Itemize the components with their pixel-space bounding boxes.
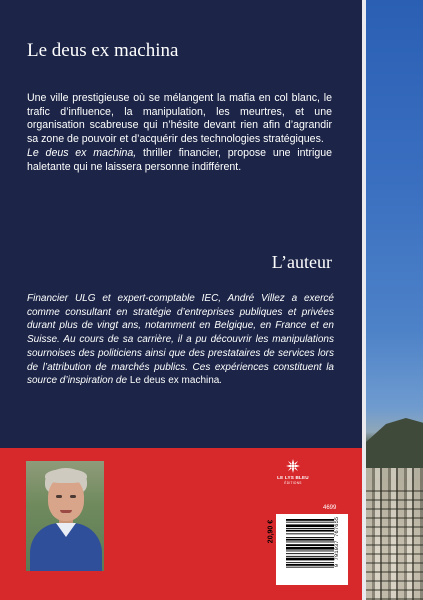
publisher-subtitle: ÉDITIONS xyxy=(284,481,302,485)
synopsis-paragraph-2 xyxy=(27,147,332,174)
publisher-name: LE LYS BLEU xyxy=(277,475,309,480)
author-bio-end: . xyxy=(219,375,223,387)
author-bio xyxy=(27,292,334,388)
lily-flower-icon xyxy=(285,458,301,474)
synopsis-paragraph-2-text: thriller financier, propose une intrigue haletante qui ne laissera personne indifférent. xyxy=(27,146,332,173)
author-bio-text: Financier ULG et expert-comptable IEC, André Villez a exercé comme consultant en stratégie d’entreprises publiques et privées durant plus de vingt ans, notamment en Belgique, en France et en Suisse. Au cours de sa carrière, il a pu découvrir les manipulations sournoises des politiciens ainsi que des prestataires de services lors de l’attribution de marchés publics. Ces expériences constituent la source d’inspiration de xyxy=(27,293,334,387)
front-cover-edge xyxy=(366,0,423,600)
product-code: 4699 xyxy=(323,505,337,511)
author-bio-book-title: Le deus ex machina xyxy=(129,375,220,387)
publisher-logo xyxy=(278,458,308,485)
price-label: 20,90 € xyxy=(267,519,275,544)
isbn-number: 9 791037 767655 xyxy=(333,516,340,568)
synopsis xyxy=(27,92,332,174)
barcode-icon xyxy=(286,518,334,582)
synopsis-title-italic: Le deus ex machina, xyxy=(27,146,137,159)
synopsis-paragraph-1: Une ville prestigieuse où se mélangent la mafia en col blanc, le trafic d’influence, la manipulation, les meurtres, et une organisation scabreuse qui n’hésite devant rien afin d’agrandir sa zone de pouvoir et d’acquérir des technologies stratégiques. xyxy=(27,92,332,146)
author-heading: L’auteur xyxy=(271,252,332,272)
author-photo xyxy=(26,461,104,571)
book-title: Le deus ex machina xyxy=(27,40,179,61)
